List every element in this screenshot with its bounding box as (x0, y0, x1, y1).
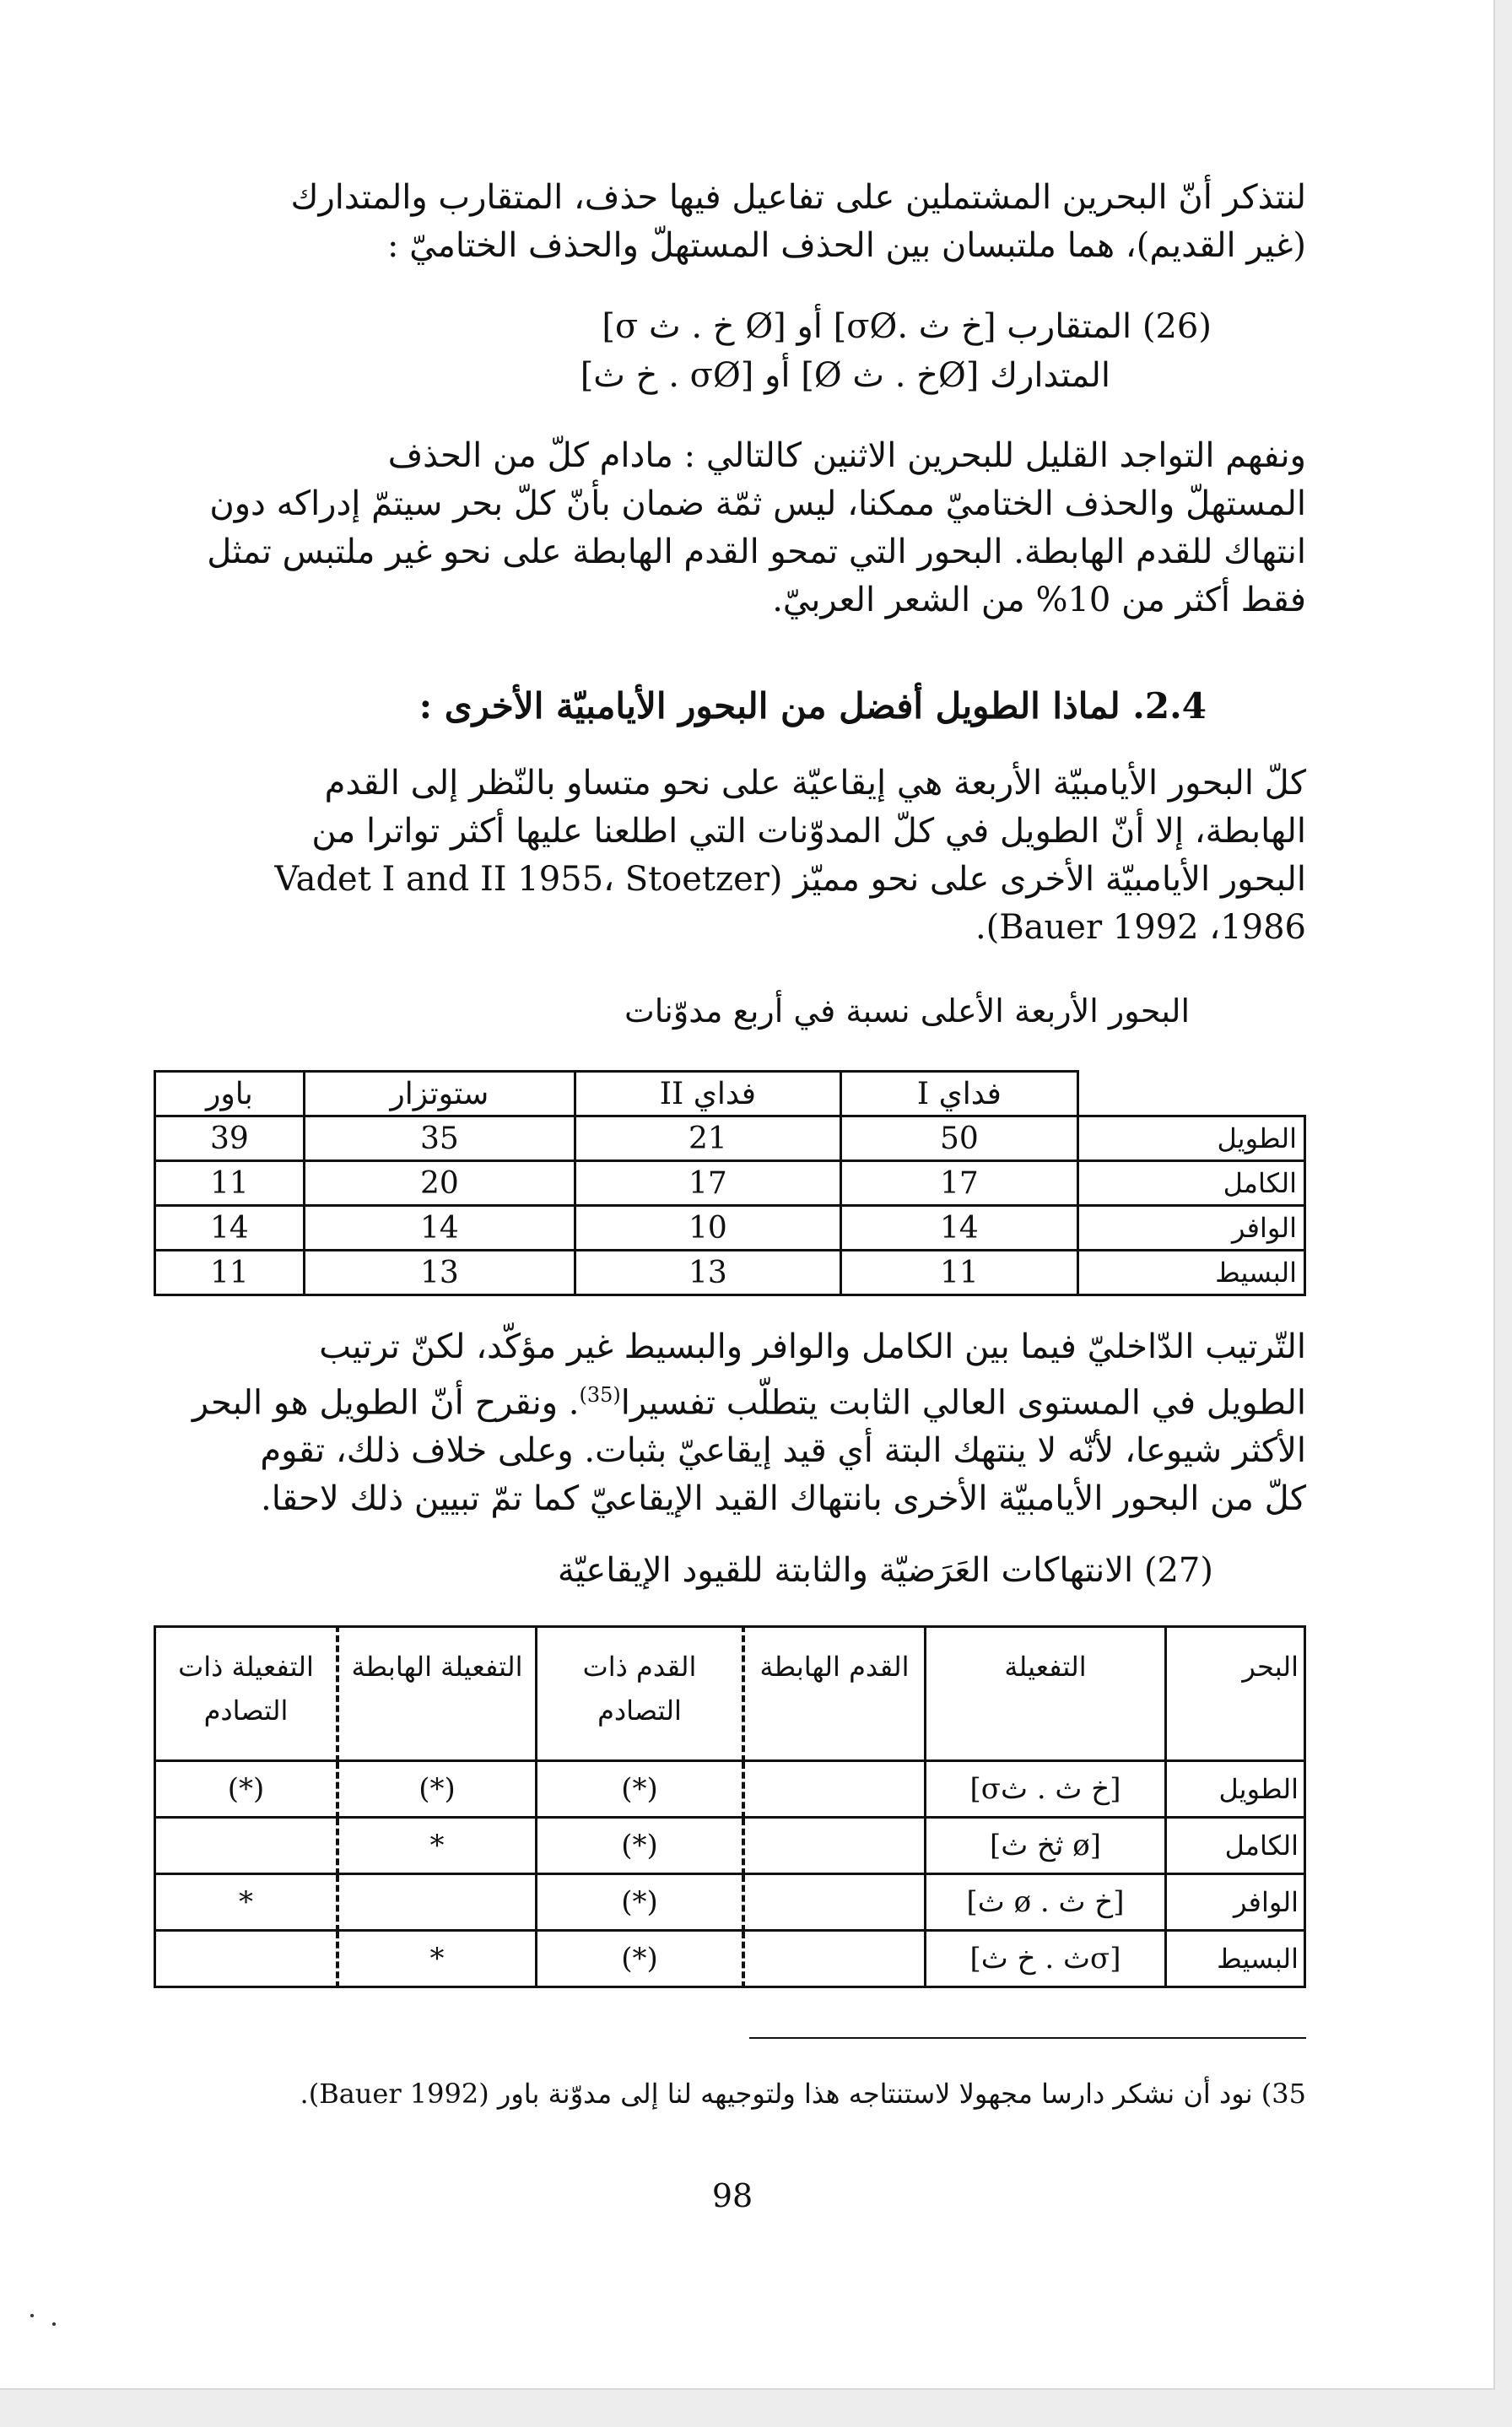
paragraph-4-line (154, 1371, 1306, 1427)
table-2-row-label: البسيط (1166, 1931, 1305, 1987)
table-1-corner (1078, 1072, 1305, 1116)
paragraph-2-line: فقط أكثر من 10% من الشعر العربيّ. (772, 581, 1306, 619)
table-2-cell (338, 1874, 537, 1931)
table-2-header-cell: التفعيلة الهابطة (338, 1627, 537, 1761)
table-1-cell: 13 (304, 1251, 575, 1295)
table-2-cell (155, 1818, 338, 1874)
paragraph-1-line: (غير القديم)، هما ملتبسان بين الحذف المستهلّ والحذف الختاميّ : (386, 226, 1306, 265)
table-1-cell: 11 (840, 1251, 1077, 1295)
table-1-row-label: الكامل (1078, 1161, 1305, 1206)
table-2-cell: (*) (537, 1874, 744, 1931)
paragraph-3-line: البحور الأيامبيّة الأخرى على نحو مميّز (Vadet I and II 1955، Stoetzer (274, 860, 1306, 899)
scan-speck (52, 2322, 56, 2326)
table-row (155, 1874, 1305, 1931)
section-heading: 2.4. لماذا الطويل أفضل من البحور الأيامبيّة الأخرى : (418, 685, 1207, 727)
table-1-cell: 14 (155, 1206, 305, 1251)
table-2-cell (743, 1761, 926, 1818)
paragraph-4-line: الأكثر شيوعا، لأنّه لا ينتهك البتة أي قيد إيقاعيّ بثبات. وعلى خلاف ذلك، تقوم (260, 1431, 1306, 1471)
table-1-cell: 11 (155, 1161, 305, 1206)
table-2-foot-cell: [خ ث . ثσ] (926, 1761, 1166, 1818)
table-2-foot-cell: [ø ثخ ث] (926, 1818, 1166, 1874)
table-2-header-cell: القدم ذات التصادم (537, 1627, 744, 1761)
table-2-cell (743, 1931, 926, 1987)
table-2-cell: (*) (537, 1761, 744, 1818)
table-2-cell: * (338, 1931, 537, 1987)
paragraph-2 (154, 432, 1306, 624)
table-2-caption: (27) الانتهاكات العَرَضيّة والثابتة للقيود الإيقاعيّة (557, 1551, 1213, 1590)
paragraph-4-line: التّرتيب الدّاخليّ فيما بين الكامل والوافر والبسيط غير مؤكّد، لكنّ ترتيب (319, 1327, 1306, 1366)
table-2-cell: (*) (338, 1761, 537, 1818)
table-2 (154, 1625, 1306, 1988)
table-2-header-row (155, 1627, 1305, 1761)
table-1-cell: 14 (304, 1206, 575, 1251)
table-1 (154, 1070, 1306, 1296)
footnote-divider (749, 2037, 1306, 2039)
table-1-header-cell: فداي II (575, 1072, 840, 1116)
table-1-cell: 10 (575, 1206, 840, 1251)
paragraph-2-line: انتهاك للقدم الهابطة. البحور التي تمحو القدم الهابطة على نحو غير ملتبس تمثل (207, 532, 1306, 571)
table-row (155, 1206, 1305, 1251)
paragraph-1 (154, 174, 1306, 270)
example-26 (580, 302, 1212, 400)
paragraph-4-line: كلّ من البحور الأيامبيّة الأخرى بانتهاك القيد الإيقاعيّ كما تمّ تبيين ذلك لاحقا. (261, 1479, 1306, 1519)
table-1-caption: البحور الأربعة الأعلى نسبة في أربع مدوّنات (624, 992, 1190, 1030)
table-1-cell: 35 (304, 1116, 575, 1161)
table-1-cell: 20 (304, 1161, 575, 1206)
table-1-header-cell: باور (155, 1072, 305, 1116)
table-2-row-label: الطويل (1166, 1761, 1305, 1818)
scan-speck (30, 2314, 34, 2317)
table-1-cell: 11 (155, 1251, 305, 1295)
table-2-row-label: الكامل (1166, 1818, 1305, 1874)
table-1-cell: 21 (575, 1116, 840, 1161)
table-2-cell (155, 1931, 338, 1987)
table-2-cell (743, 1874, 926, 1931)
table-row (155, 1251, 1305, 1295)
table-2-cell: (*) (537, 1931, 744, 1987)
table-1-cell: 14 (840, 1206, 1077, 1251)
paragraph-4 (154, 1323, 1306, 1523)
table-1-cell: 17 (840, 1161, 1077, 1206)
table-2-cell: * (338, 1818, 537, 1874)
paragraph-1-line: لنتذكر أنّ البحرين المشتملين على تفاعيل فيها حذف، المتقارب والمتدارك (290, 178, 1306, 217)
table-2-cell: * (155, 1874, 338, 1931)
table-2-foot-cell: [σث . خ ث] (926, 1931, 1166, 1987)
footnote-ref-35[interactable]: (35) (579, 1383, 621, 1407)
paragraph-2-line: ونفهم التواجد القليل للبحرين الاثنين كالتالي : مادام كلّ من الحذف (387, 436, 1306, 475)
table-row (155, 1161, 1305, 1206)
example-26-line-1: (26) المتقارب [خ ث .σØ] أو [Ø خ . ث σ] (602, 307, 1212, 346)
table-2-header-cell: التفعيلة ذات التصادم (155, 1627, 338, 1761)
table-1-row-label: الطويل (1078, 1116, 1305, 1161)
table-row (155, 1931, 1305, 1987)
table-1-cell: 50 (840, 1116, 1077, 1161)
table-1-cell: 13 (575, 1251, 840, 1295)
table-2-row-label: الوافر (1166, 1874, 1305, 1931)
table-2-header-cell: التفعيلة (926, 1627, 1166, 1761)
table-row (155, 1761, 1305, 1818)
paragraph-3-line: الهابطة، إلا أنّ الطويل في كلّ المدوّنات التي اطلعنا عليها أكثر تواترا من (311, 812, 1306, 851)
table-1-cell: 17 (575, 1161, 840, 1206)
paragraph-3 (154, 759, 1306, 952)
table-1-cell: 39 (155, 1116, 305, 1161)
paragraph-3-line: كلّ البحور الأيامبيّة الأربعة هي إيقاعيّة على نحو متساو بالنّظر إلى القدم (324, 764, 1306, 803)
table-row (155, 1818, 1305, 1874)
example-26-line-2: المتدارك [Øخ . ث Ø] أو [σØ . خ ث] (580, 356, 1110, 395)
table-1-header-cell: ستوتزار (304, 1072, 575, 1116)
table-row (155, 1116, 1305, 1161)
footnote-35: 35) نود أن نشكر دارسا مجهولا لاستنتاجه هذا ولتوجيهه لنا إلى مدوّنة باور (Bauer 1992). (300, 2078, 1306, 2110)
table-2-foot-cell: [خ ث . ø ث] (926, 1874, 1166, 1931)
paragraph-4-text: . ونقرح أنّ الطويل هو البحر (192, 1383, 580, 1423)
table-1-row-label: البسيط (1078, 1251, 1305, 1295)
paragraph-3-line: 1986، Bauer 1992). (975, 908, 1306, 947)
paragraph-2-line: المستهلّ والحذف الختاميّ ممكنا، ليس ثمّة ضمان بأنّ كلّ بحر سيتمّ إدراكه دون (209, 484, 1306, 523)
table-1-header-cell: فداي I (840, 1072, 1077, 1116)
table-2-cell: (*) (155, 1761, 338, 1818)
table-2-header-cell: البحر (1166, 1627, 1305, 1761)
paragraph-4-text: الطويل في المستوى العالي الثابت يتطلّب تفسيرا (620, 1383, 1306, 1423)
table-1-row-label: الوافر (1078, 1206, 1305, 1251)
page-number: 98 (711, 2177, 753, 2214)
table-2-cell (743, 1818, 926, 1874)
table-2-header-cell: القدم الهابطة (743, 1627, 926, 1761)
table-2-cell: (*) (537, 1818, 744, 1874)
table-1-header-row (155, 1072, 1305, 1116)
